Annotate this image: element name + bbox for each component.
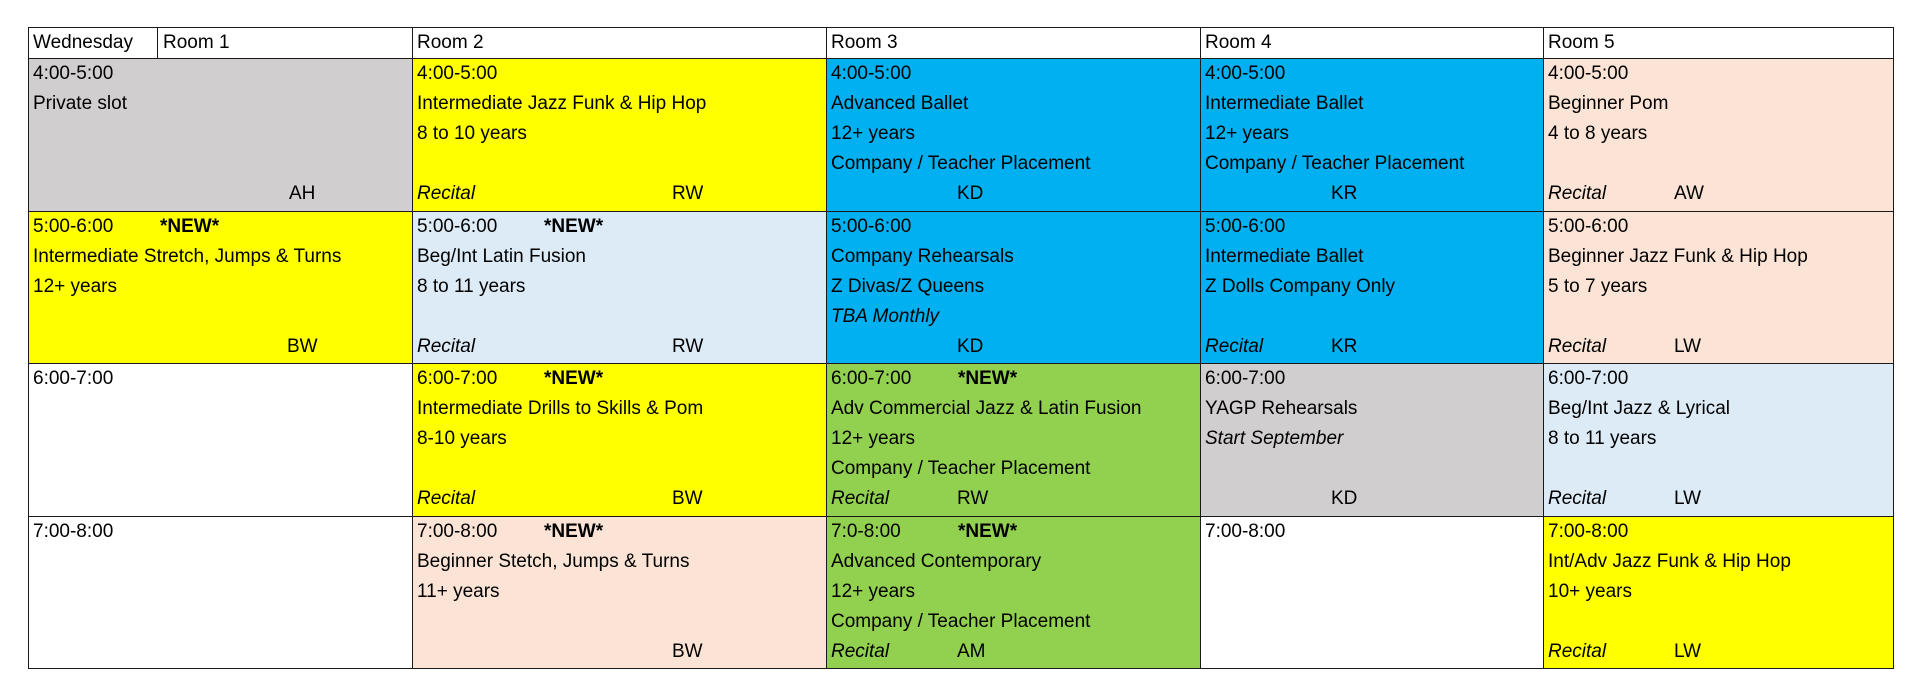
class-name: Advanced Ballet: [831, 93, 969, 115]
age-range: 8 to 11 years: [417, 275, 526, 297]
instructor: KD: [957, 183, 984, 205]
time-slot: 6:00-7:00: [831, 368, 912, 390]
time-slot: 4:00-5:00: [33, 63, 114, 85]
class-name: Beginner Jazz Funk & Hip Hop: [1548, 245, 1808, 267]
room-header-3: Room 3: [827, 28, 1201, 59]
class-name: Intermediate Ballet: [1205, 93, 1364, 115]
class-name: Intermediate Jazz Funk & Hip Hop: [417, 93, 707, 115]
schedule-row-7pm: [29, 516, 1894, 669]
class-cell-room5-4pm: [1544, 59, 1894, 211]
instructor: BW: [287, 335, 318, 357]
new-badge: *NEW*: [958, 520, 1018, 542]
age-range: 12+ years: [831, 428, 915, 450]
age-range: 12+ years: [1205, 123, 1289, 145]
class-cell-room4-4pm: [1201, 59, 1544, 211]
class-name: Beginner Pom: [1548, 93, 1669, 115]
class-name: Intermediate Drills to Skills & Pom: [417, 398, 704, 420]
time-slot: 5:00-6:00: [33, 215, 114, 237]
instructor: BW: [672, 488, 703, 510]
room-header-2: Room 2: [413, 28, 827, 59]
class-cell-room5-7pm: [1544, 516, 1894, 669]
instructor: KD: [957, 335, 984, 357]
age-range: 10+ years: [1548, 580, 1632, 602]
time-slot: 7:00-8:00: [1205, 520, 1286, 542]
instructor: LW: [1674, 488, 1702, 510]
instructor: LW: [1674, 640, 1702, 662]
placement-note: Company / Teacher Placement: [831, 610, 1091, 632]
time-slot: 4:00-5:00: [831, 63, 912, 85]
room-header-1: Room 1: [163, 32, 230, 53]
class-cell-room4-6pm: [1201, 364, 1544, 516]
new-badge: *NEW*: [544, 368, 604, 390]
class-name: Beg/Int Latin Fusion: [417, 245, 586, 267]
time-slot: 6:00-7:00: [1205, 368, 1286, 390]
class-name: Int/Adv Jazz Funk & Hip Hop: [1548, 550, 1791, 572]
recital-label: Recital: [831, 640, 890, 662]
instructor: KR: [1331, 183, 1358, 205]
instructor: RW: [672, 335, 704, 357]
time-slot: 7:0-8:00: [831, 520, 901, 542]
time-slot: 5:00-6:00: [1205, 215, 1286, 237]
class-name: Beg/Int Jazz & Lyrical: [1548, 398, 1730, 420]
recital-label: Recital: [417, 335, 476, 357]
class-cell-room1-5pm: [29, 211, 413, 363]
time-slot: 6:00-7:00: [417, 368, 498, 390]
class-cell-room5-5pm: [1544, 211, 1894, 363]
schedule-note: Start September: [1205, 428, 1344, 450]
class-cell-room5-6pm: [1544, 364, 1894, 516]
placement-note: Company / Teacher Placement: [1205, 153, 1465, 175]
class-name: Intermediate Stretch, Jumps & Turns: [33, 245, 342, 267]
age-range: 8 to 11 years: [1548, 428, 1657, 450]
class-name: Private slot: [33, 93, 127, 115]
instructor: LW: [1674, 335, 1702, 357]
class-cell-room2-5pm: [413, 211, 827, 363]
schedule-row-4pm: [29, 59, 1894, 211]
header-row: [29, 28, 1894, 59]
class-name: Advanced Contemporary: [831, 550, 1042, 572]
recital-label: Recital: [1548, 335, 1607, 357]
time-slot: 5:00-6:00: [1548, 215, 1629, 237]
time-slot: 4:00-5:00: [1548, 63, 1629, 85]
time-slot: 7:00-8:00: [417, 520, 498, 542]
class-cell-room4-7pm: [1201, 516, 1544, 669]
age-range: 8 to 10 years: [417, 123, 527, 145]
company-groups: Z Dolls Company Only: [1205, 275, 1396, 297]
recital-label: Recital: [1205, 335, 1264, 357]
age-range: 12+ years: [831, 123, 915, 145]
recital-label: Recital: [1548, 183, 1607, 205]
schedule-note: TBA Monthly: [831, 305, 940, 327]
recital-label: Recital: [417, 183, 476, 205]
recital-label: Recital: [1548, 640, 1607, 662]
time-slot: 6:00-7:00: [33, 368, 114, 390]
placement-note: Company / Teacher Placement: [831, 153, 1091, 175]
age-range: 5 to 7 years: [1548, 275, 1648, 297]
time-slot: 7:00-8:00: [1548, 520, 1629, 542]
recital-label: Recital: [417, 488, 476, 510]
class-cell-room3-5pm: [827, 211, 1201, 363]
header-divider: [157, 28, 158, 58]
class-cell-room4-5pm: [1201, 211, 1544, 363]
class-cell-room3-7pm: [827, 516, 1201, 669]
recital-label: Recital: [1548, 488, 1607, 510]
class-cell-room2-6pm: [413, 364, 827, 516]
age-range: 11+ years: [417, 580, 500, 602]
room-header-4: Room 4: [1201, 28, 1544, 59]
instructor: KD: [1331, 488, 1358, 510]
class-cell-room2-7pm: [413, 516, 827, 669]
class-name: Adv Commercial Jazz & Latin Fusion: [831, 398, 1142, 420]
time-slot: 6:00-7:00: [1548, 368, 1629, 390]
time-slot: 4:00-5:00: [417, 63, 498, 85]
recital-label: Recital: [831, 488, 890, 510]
class-cell-room3-4pm: [827, 59, 1201, 211]
class-cell-room1-6pm: [29, 364, 413, 516]
class-cell-room1-4pm: [29, 59, 413, 211]
class-name: Intermediate Ballet: [1205, 245, 1364, 267]
day-label: Wednesday: [33, 32, 133, 53]
schedule-table: [28, 27, 1894, 669]
schedule-row-6pm: [29, 364, 1894, 516]
class-cell-room1-7pm: [29, 516, 413, 669]
company-groups: Z Divas/Z Queens: [831, 275, 985, 297]
time-slot: 5:00-6:00: [831, 215, 912, 237]
placement-note: Company / Teacher Placement: [831, 458, 1091, 480]
age-range: 12+ years: [831, 580, 915, 602]
age-range: 8-10 years: [417, 428, 507, 450]
new-badge: *NEW*: [958, 368, 1018, 390]
instructor: BW: [672, 640, 703, 662]
header-cell-day-room1: [29, 28, 413, 59]
age-range: 4 to 8 years: [1548, 123, 1648, 145]
new-badge: *NEW*: [544, 215, 604, 237]
time-slot: 7:00-8:00: [33, 520, 114, 542]
instructor: KR: [1331, 335, 1358, 357]
new-badge: *NEW*: [544, 520, 604, 542]
time-slot: 5:00-6:00: [417, 215, 498, 237]
class-cell-room3-6pm: [827, 364, 1201, 516]
instructor: AW: [1674, 183, 1704, 205]
new-badge: *NEW*: [160, 215, 220, 237]
class-name: Company Rehearsals: [831, 245, 1014, 267]
class-cell-room2-4pm: [413, 59, 827, 211]
instructor: RW: [957, 488, 989, 510]
instructor: AM: [957, 640, 986, 662]
schedule-row-5pm: [29, 211, 1894, 363]
room-header-5: Room 5: [1544, 28, 1894, 59]
class-name: YAGP Rehearsals: [1205, 398, 1358, 420]
instructor: AH: [289, 183, 316, 205]
instructor: RW: [672, 183, 704, 205]
time-slot: 4:00-5:00: [1205, 63, 1286, 85]
class-name: Beginner Stetch, Jumps & Turns: [417, 550, 690, 572]
age-range: 12+ years: [33, 275, 117, 297]
